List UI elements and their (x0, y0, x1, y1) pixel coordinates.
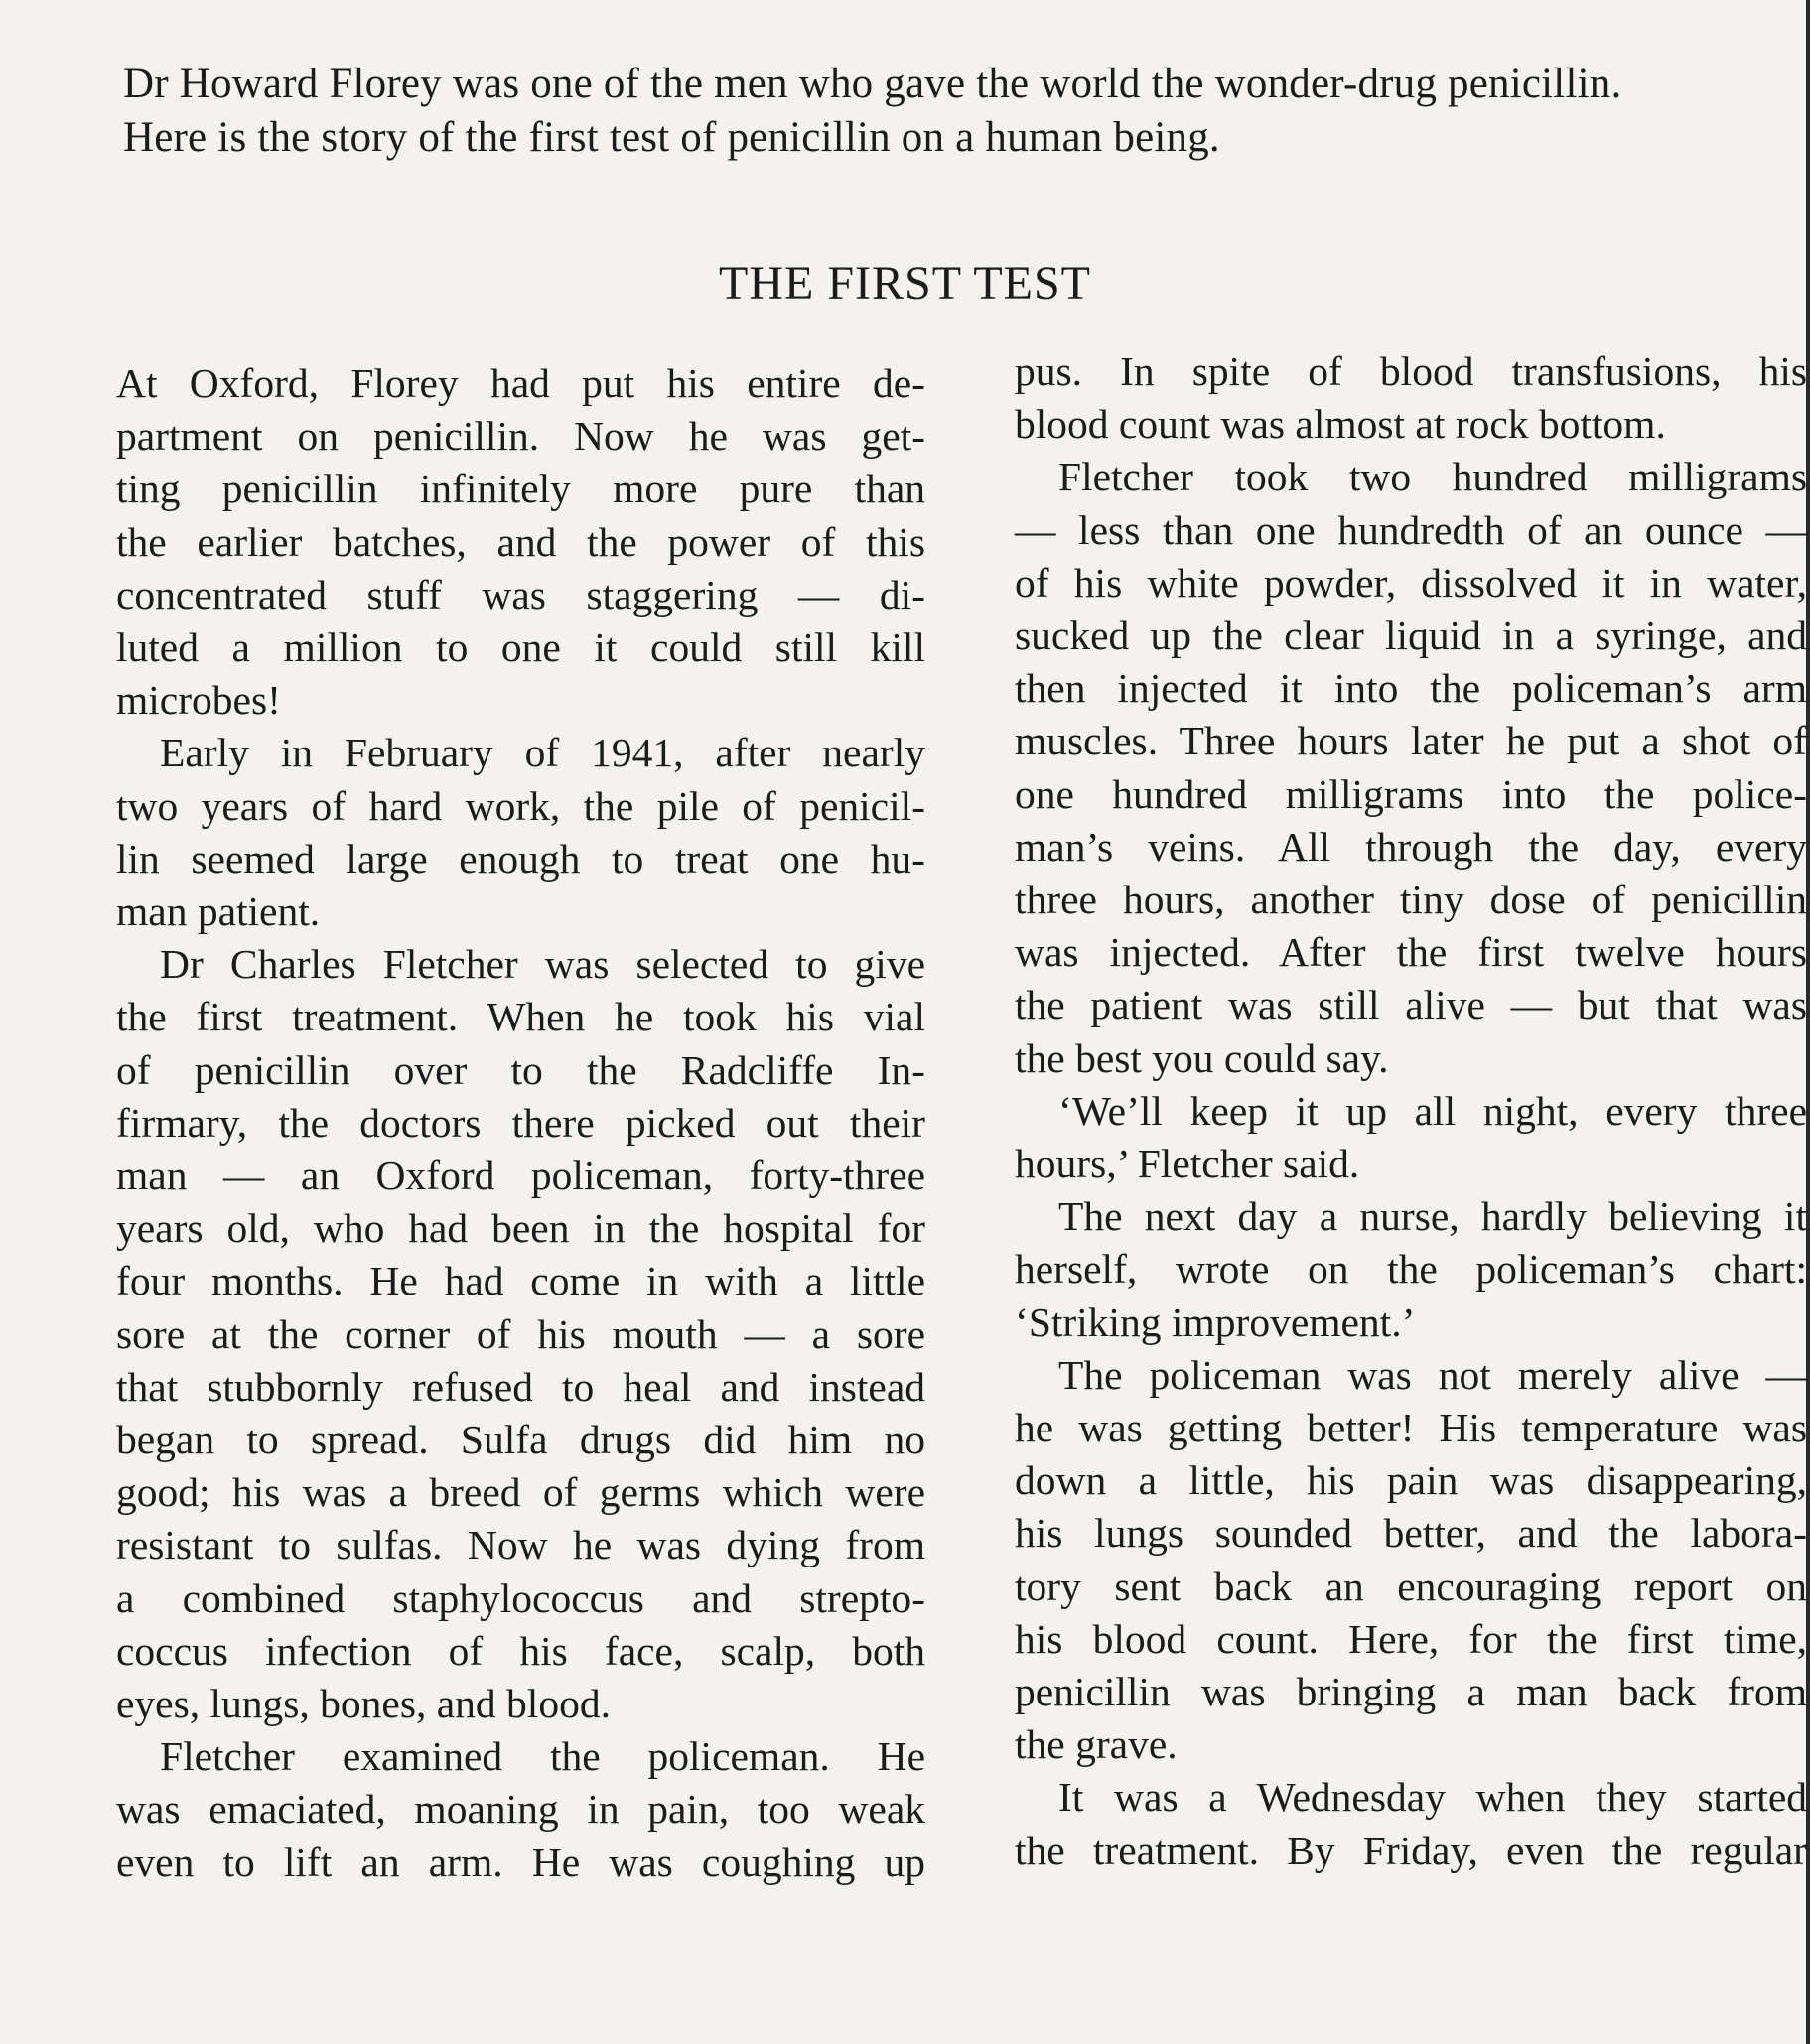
text-line: man’s veins. All through the day, every (1015, 823, 1807, 870)
text-line: the patient was still alive — but that was (1015, 982, 1807, 1028)
intro-line: Here is the story of the first test of penicillin on a human being. (123, 114, 1220, 161)
text-line: blood count was almost at rock bottom. (1015, 401, 1666, 448)
text-line: sore at the corner of his mouth — a sore (116, 1310, 925, 1357)
text-line: resistant to sulfas. Now he was dying from (116, 1522, 925, 1568)
text-line: At Oxford, Florey had put his entire de- (116, 360, 925, 406)
text-line: pus. In spite of blood transfusions, his (1015, 348, 1807, 394)
text-line: of his white powder, dissolved it in water, (1015, 559, 1807, 606)
right-column (1015, 345, 1807, 1877)
article-title: THE FIRST TEST (719, 257, 1091, 310)
text-line: Early in February of 1941, after nearly (160, 730, 925, 776)
text-line: was injected. After the first twelve hours (1015, 929, 1807, 976)
text-line: began to spread. Sulfa drugs did him no (116, 1417, 925, 1463)
text-line: man patient. (116, 888, 321, 935)
text-line: muscles. Three hours later he put a shot of (1015, 718, 1807, 764)
text-line: ‘We’ll keep it up all night, every three (1058, 1087, 1807, 1134)
text-line: The policeman was not merely alive — (1058, 1351, 1807, 1398)
text-line: herself, wrote on the policeman’s chart: (1015, 1246, 1807, 1293)
text-line: It was a Wednesday when they started (1058, 1774, 1807, 1821)
text-line: lin seemed large enough to treat one hu- (116, 835, 925, 882)
text-line: hours,’ Fletcher said. (1015, 1141, 1360, 1187)
text-line: the grave. (1015, 1721, 1178, 1768)
text-line: years old, who had been in the hospital for (116, 1205, 925, 1252)
text-line: — less than one hundredth of an ounce — (1015, 506, 1807, 553)
intro-line: Dr Howard Florey was one of the men who gave the world the wonder-drug penicillin. (123, 61, 1622, 107)
text-line: that stubbornly refused to heal and instead (116, 1363, 925, 1410)
text-line: luted a million to one it could still kill (116, 624, 925, 671)
text-line: he was getting better! His temperature was (1015, 1405, 1807, 1451)
text-line: a combined staphylococcus and strepto- (116, 1574, 925, 1621)
text-line: ‘Striking improvement.’ (1015, 1298, 1416, 1345)
text-line: even to lift an arm. He was coughing up (116, 1839, 925, 1885)
text-line: The next day a nurse, hardly believing it (1058, 1193, 1807, 1240)
text-line: his blood count. Here, for the first time, (1015, 1615, 1807, 1662)
text-line: the best you could say. (1015, 1034, 1389, 1081)
intro-paragraph (123, 58, 1801, 165)
text-line: tory sent back an encouraging report on (1015, 1563, 1807, 1609)
text-line: was emaciated, moaning in pain, too weak (116, 1786, 925, 1833)
text-line: sucked up the clear liquid in a syringe, and (1015, 613, 1807, 659)
text-line: Fletcher examined the policeman. He (160, 1733, 925, 1780)
text-line: coccus infection of his face, scalp, both (116, 1627, 925, 1674)
text-line: one hundred milligrams into the police- (1015, 770, 1807, 817)
text-line: firmary, the doctors there picked out their (116, 1099, 925, 1146)
text-line: the treatment. By Friday, even the regular (1015, 1827, 1807, 1873)
text-line: Dr Charles Fletcher was selected to give (160, 941, 925, 988)
text-line: his lungs sounded better, and the labora- (1015, 1510, 1807, 1557)
text-line: the first treatment. When he took his vial (116, 994, 925, 1040)
text-line: then injected it into the policeman’s arm (1015, 665, 1807, 712)
text-line: down a little, his pain was disappearing, (1015, 1457, 1807, 1504)
text-line: four months. He had come in with a little (116, 1258, 925, 1304)
text-line: of penicillin over to the Radcliffe In- (116, 1046, 925, 1093)
text-line: concentrated stuff was staggering — di- (116, 571, 925, 617)
text-line: two years of hard work, the pile of penicil- (116, 782, 925, 829)
text-line: good; his was a breed of germs which were (116, 1469, 925, 1516)
text-line: microbes! (116, 677, 281, 724)
left-column (116, 357, 925, 1889)
text-line: Fletcher took two hundred milligrams (1058, 454, 1807, 500)
text-line: eyes, lungs, bones, and blood. (116, 1681, 611, 1727)
text-line: partment on penicillin. Now he was get- (116, 413, 925, 460)
text-line: penicillin was bringing a man back from (1015, 1669, 1807, 1715)
text-line: man — an Oxford policeman, forty-three (116, 1153, 925, 1199)
text-line: the earlier batches, and the power of this (116, 518, 925, 565)
text-line: ting penicillin infinitely more pure than (116, 466, 925, 512)
text-line: three hours, another tiny dose of penicillin (1015, 877, 1807, 923)
